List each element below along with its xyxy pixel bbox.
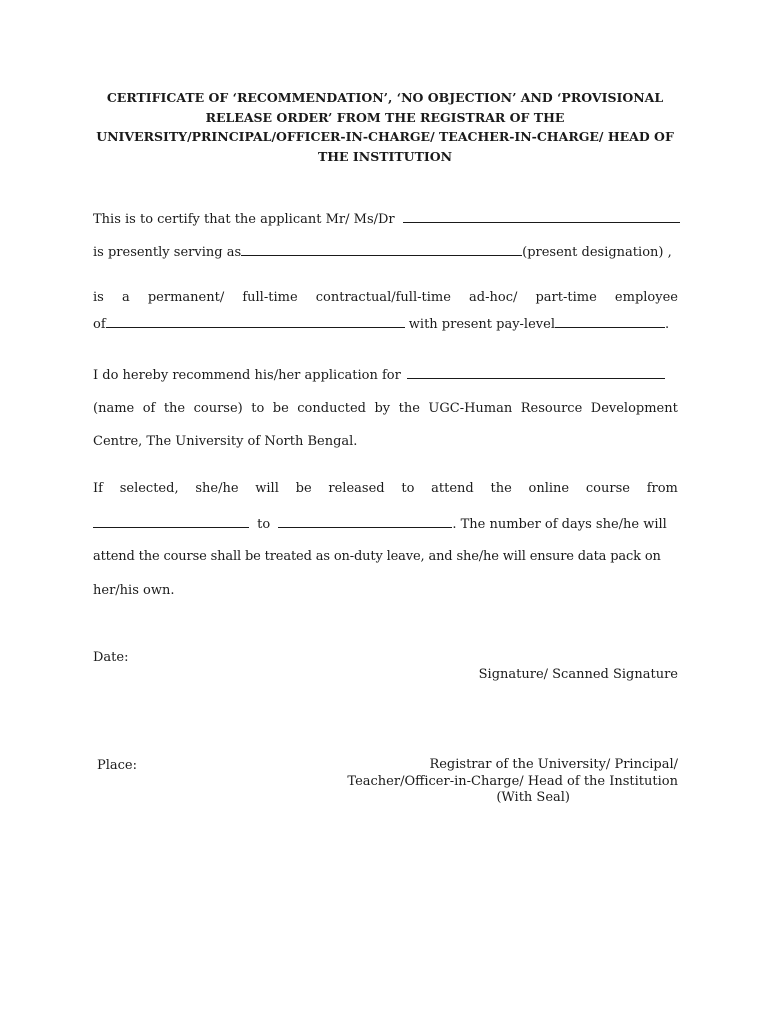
selected-word: If <box>93 481 103 496</box>
attend-line <box>93 548 678 566</box>
course-line <box>93 400 678 418</box>
registrar-line-1: Registrar of the University/ Principal/ <box>429 757 678 772</box>
dates-line <box>93 514 678 534</box>
recommend-line <box>93 365 678 385</box>
serving-text: is presently serving as <box>93 245 242 260</box>
selected-word: she/he <box>195 481 239 496</box>
attend-text: attend the course shall be treated as on-duty leave, and she/he will ensure data pack on <box>93 549 661 564</box>
certificate-title <box>92 88 678 166</box>
centre-text: Centre, The University of North Bengal. <box>93 434 358 449</box>
signature-label: Signature/ Scanned Signature <box>478 667 678 682</box>
own-text: her/his own. <box>93 583 175 598</box>
selected-word: course <box>585 481 630 496</box>
centre-line <box>93 433 678 451</box>
course-word: Resource <box>520 401 583 416</box>
course-word: of <box>142 401 156 416</box>
designation-line <box>93 242 678 262</box>
selected-word: will <box>255 481 279 496</box>
pay-level-blank[interactable] <box>555 314 665 328</box>
employee-word: permanent/ <box>147 290 225 305</box>
selected-word: released <box>328 481 385 496</box>
course-word: UGC-Human <box>428 401 513 416</box>
designation-suffix: (present designation) , <box>522 245 672 260</box>
selected-word: attend <box>431 481 474 496</box>
own-line <box>93 582 678 600</box>
place-label: Place: <box>97 758 138 773</box>
employee-word: a <box>121 290 130 305</box>
signature-row <box>93 666 678 684</box>
selected-word: to <box>401 481 415 496</box>
course-word: course) <box>193 401 243 416</box>
course-word: be <box>272 401 289 416</box>
certify-text: This is to certify that the applicant Mr/ Ms/Dr <box>93 212 395 227</box>
registrar-line-2: Teacher/Officer-in-Charge/ Head of the Institution <box>347 773 678 789</box>
of-text: of <box>93 317 106 332</box>
to-date-blank[interactable] <box>278 514 452 528</box>
title-line-3: UNIVERSITY/PRINCIPAL/OFFICER-IN-CHARGE/ TEACHER-IN-CHARGE/ HEAD OF <box>96 129 674 144</box>
institution-line <box>93 314 678 334</box>
applicant-name-blank[interactable] <box>403 209 680 223</box>
course-word: the <box>398 401 420 416</box>
employee-word: part-time <box>535 290 597 305</box>
institution-blank[interactable] <box>106 314 405 328</box>
selected-word: the <box>490 481 512 496</box>
with-seal-label: (With Seal) <box>496 790 570 805</box>
employee-word: contractual/full-time <box>315 290 451 305</box>
applicant-line <box>93 209 678 229</box>
course-word: by <box>374 401 391 416</box>
course-word: the <box>163 401 186 416</box>
employee-word: is <box>93 290 104 305</box>
days-text: . The number of days she/he will <box>452 517 667 532</box>
registrar-block <box>278 757 678 807</box>
selected-word: online <box>528 481 570 496</box>
date-row <box>93 649 678 667</box>
pay-level-text: with present pay-level <box>408 317 555 332</box>
selected-line <box>93 480 678 498</box>
selected-word: from <box>646 481 678 496</box>
title-line-1: CERTIFICATE OF ‘RECOMMENDATION’, ‘NO OBJECTION’ AND ‘PROVISIONAL <box>106 90 664 105</box>
course-word: Development <box>590 401 678 416</box>
recommend-text: I do hereby recommend his/her application for <box>93 368 401 383</box>
selected-word: be <box>295 481 312 496</box>
course-word: conducted <box>297 401 366 416</box>
from-date-blank[interactable] <box>93 514 249 528</box>
course-word: to <box>251 401 265 416</box>
course-word: (name <box>93 401 135 416</box>
employee-word: full-time <box>242 290 298 305</box>
employee-type-line <box>93 289 678 307</box>
period-text: . <box>664 317 670 332</box>
employee-word: employee <box>614 290 678 305</box>
title-line-4: THE INSTITUTION <box>317 148 453 164</box>
selected-word: selected, <box>119 481 179 496</box>
employee-word: ad-hoc/ <box>469 290 518 305</box>
designation-blank[interactable] <box>241 242 522 256</box>
title-line-2: RELEASE ORDER’ FROM THE REGISTRAR OF THE <box>205 109 565 125</box>
date-label: Date: <box>93 650 129 665</box>
to-text: to <box>257 517 271 532</box>
course-name-blank[interactable] <box>407 365 665 379</box>
